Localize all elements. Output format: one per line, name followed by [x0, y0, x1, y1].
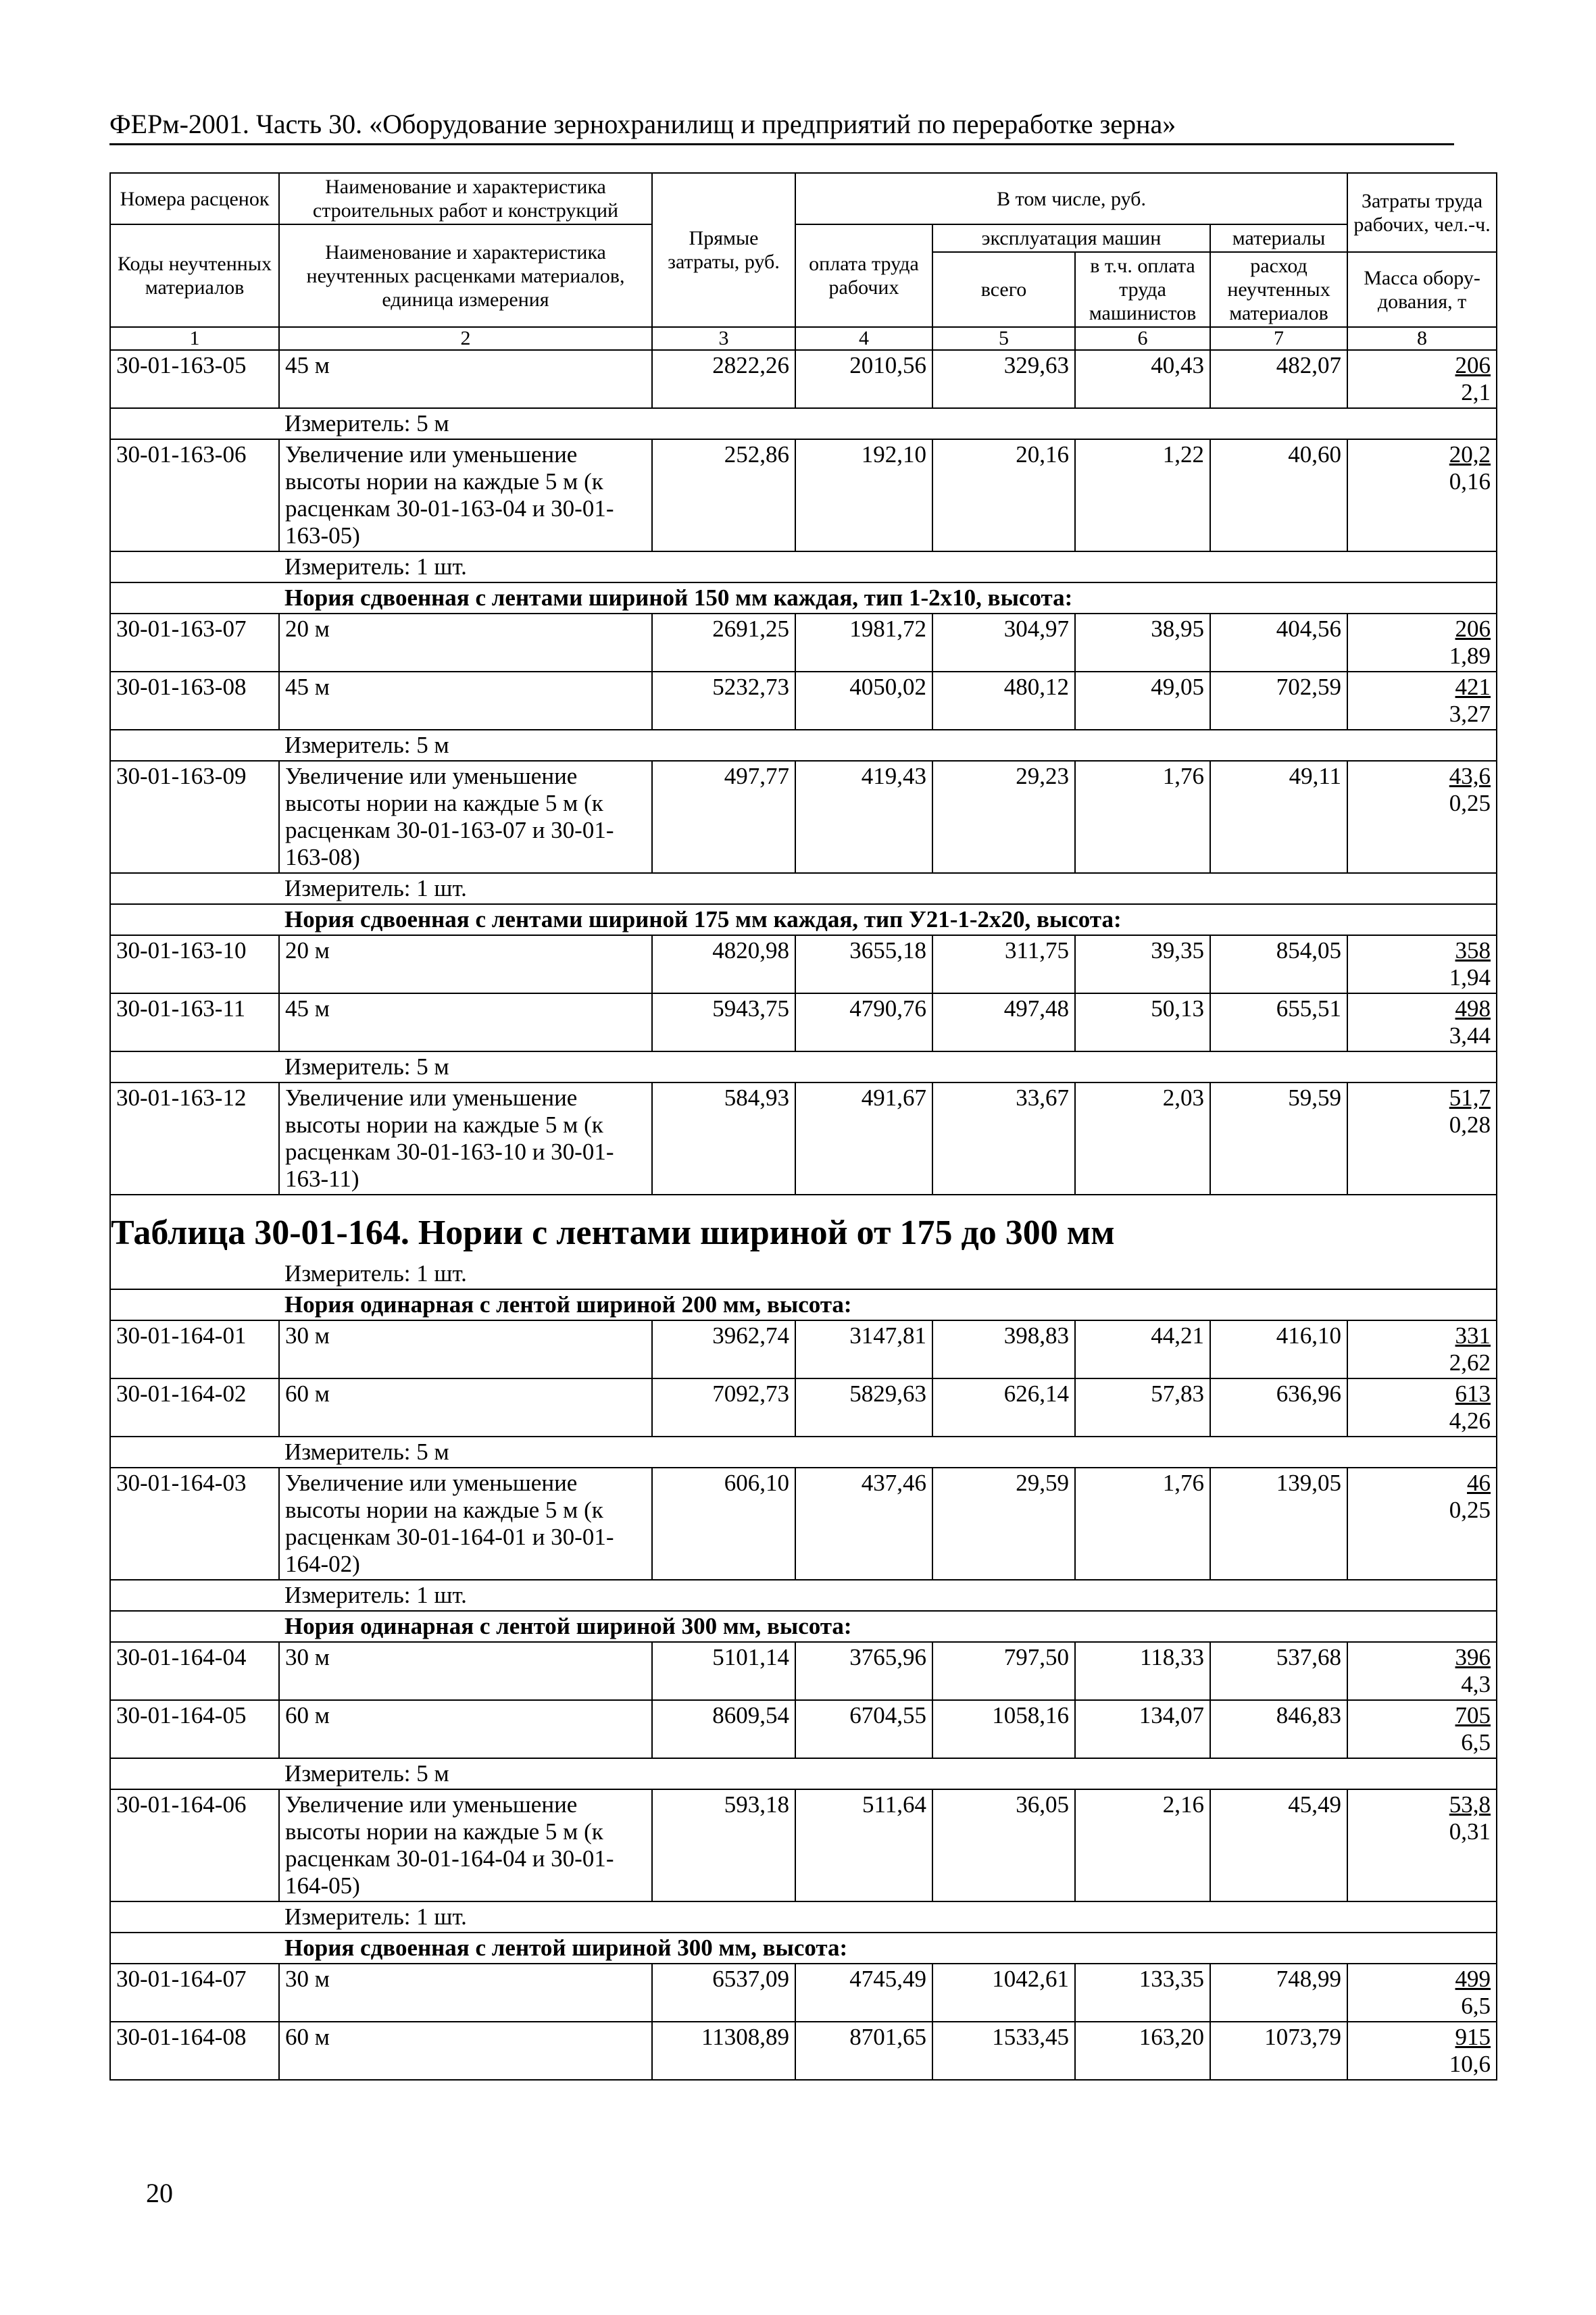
machines-total: 1058,16: [932, 1700, 1075, 1758]
labor-pay: 3147,81: [795, 1320, 932, 1378]
machinist-pay: 38,95: [1075, 614, 1210, 672]
table-row: [110, 672, 1497, 730]
rate-code: 30-01-163-11: [110, 993, 279, 1051]
equipment-mass: 3,27: [1449, 701, 1491, 727]
machinist-pay: 1,76: [1075, 1468, 1210, 1580]
col1-top-header: Номера расценок: [110, 173, 279, 224]
machines-total: 329,63: [932, 350, 1075, 408]
rate-code: 30-01-163-05: [110, 350, 279, 408]
equipment-mass: 4,3: [1461, 1671, 1491, 1697]
equipment-mass: 10,6: [1449, 2051, 1491, 2077]
group-row: [110, 904, 1497, 935]
labor-pay: 4790,76: [795, 993, 932, 1051]
machinist-pay: 44,21: [1075, 1320, 1210, 1378]
machinist-pay: 2,03: [1075, 1082, 1210, 1195]
group-row: [110, 582, 1497, 614]
labor-and-mass: [1347, 1964, 1497, 2022]
labor-pay: 437,46: [795, 1468, 932, 1580]
materials: 702,59: [1210, 672, 1347, 730]
col-number: 2: [279, 327, 652, 350]
page-header: ФЕРм-2001. Часть 30. «Оборудование зернохранилищ и предприятий по переработке зерна»: [109, 109, 1454, 145]
labor-and-mass: [1347, 1468, 1497, 1580]
labor-hours: 206: [1455, 352, 1491, 378]
measure-row: [110, 1901, 1497, 1933]
table-row: [110, 1468, 1497, 1580]
equipment-mass: 0,16: [1449, 468, 1491, 495]
measure-row: [110, 551, 1497, 582]
labor-pay: 5829,63: [795, 1378, 932, 1437]
machines-total: 1533,45: [932, 2022, 1075, 2080]
col8-bottom-header: Масса обору-дования, т: [1347, 252, 1497, 327]
rate-code: 30-01-163-09: [110, 761, 279, 873]
group-title: Нория сдвоенная с лентами шириной 175 мм каждая, тип У21-1-2х20, высота:: [279, 904, 1497, 935]
rate-code: 30-01-163-06: [110, 439, 279, 551]
materials: 655,51: [1210, 993, 1347, 1051]
equipment-mass: 1,89: [1449, 643, 1491, 669]
rate-code: 30-01-163-12: [110, 1082, 279, 1195]
materials: 40,60: [1210, 439, 1347, 551]
machines-total: 33,67: [932, 1082, 1075, 1195]
rate-name: Увеличение или уменьшение высоты нории на каждые 5 м (к расценкам 30-01-164-01 и 30-01-164-02): [279, 1468, 652, 1580]
labor-hours: 331: [1455, 1322, 1491, 1349]
labor-hours: 20,2: [1449, 441, 1491, 468]
table-row: [110, 439, 1497, 551]
group-title: Нория сдвоенная с лентами шириной 150 мм каждая, тип 1-2х10, высота:: [279, 582, 1497, 614]
group-row: [110, 1933, 1497, 1964]
labor-and-mass: [1347, 2022, 1497, 2080]
machinist-pay: 163,20: [1075, 2022, 1210, 2080]
machinist-pay: 40,43: [1075, 350, 1210, 408]
measure-label: Измеритель: 1 шт.: [279, 1580, 1347, 1611]
rate-code: 30-01-164-07: [110, 1964, 279, 2022]
materials: 416,10: [1210, 1320, 1347, 1378]
measure-label: Измеритель: 5 м: [279, 1437, 1347, 1468]
table-row: [110, 350, 1497, 408]
measure-label: Измеритель: 5 м: [279, 1758, 1347, 1789]
labor-hours: 358: [1455, 937, 1491, 964]
col-number: 6: [1075, 327, 1210, 350]
group-title: Нория сдвоенная с лентой шириной 300 мм, высота:: [279, 1933, 1497, 1964]
direct-cost: 4820,98: [652, 935, 795, 993]
measure-row: [110, 873, 1497, 904]
labor-hours: 421: [1455, 674, 1491, 700]
machines-total: 626,14: [932, 1378, 1075, 1437]
equipment-mass: 0,31: [1449, 1818, 1491, 1845]
col3-header: Прямые затраты, руб.: [652, 173, 795, 327]
page-number: 20: [146, 2178, 173, 2208]
direct-cost: 5101,14: [652, 1642, 795, 1700]
machines-total: 29,59: [932, 1468, 1075, 1580]
measure-row: [110, 730, 1497, 761]
materials: 482,07: [1210, 350, 1347, 408]
table-row: [110, 761, 1497, 873]
col-number: 1: [110, 327, 279, 350]
rate-name: 20 м: [279, 614, 652, 672]
direct-cost: 6537,09: [652, 1964, 795, 2022]
machinist-pay: 118,33: [1075, 1642, 1210, 1700]
machinist-pay: 1,22: [1075, 439, 1210, 551]
rate-code: 30-01-164-03: [110, 1468, 279, 1580]
labor-hours: 499: [1455, 1966, 1491, 1992]
materials: 49,11: [1210, 761, 1347, 873]
table-row: [110, 1700, 1497, 1758]
materials: 404,56: [1210, 614, 1347, 672]
labor-pay: 511,64: [795, 1789, 932, 1901]
labor-pay: 8701,65: [795, 2022, 932, 2080]
table-row: [110, 1082, 1497, 1195]
incl-header: В том числе, руб.: [795, 173, 1347, 224]
labor-hours: 46: [1467, 1470, 1491, 1496]
rate-name: 60 м: [279, 1378, 652, 1437]
direct-cost: 584,93: [652, 1082, 795, 1195]
labor-hours: 43,6: [1449, 763, 1491, 789]
direct-cost: 497,77: [652, 761, 795, 873]
labor-pay: 3765,96: [795, 1642, 932, 1700]
machines-total: 1042,61: [932, 1964, 1075, 2022]
col-number: 3: [652, 327, 795, 350]
table-header: [110, 173, 1497, 350]
machines-total: 480,12: [932, 672, 1075, 730]
machines-total: 497,48: [932, 993, 1075, 1051]
machinist-pay: 49,05: [1075, 672, 1210, 730]
labor-and-mass: [1347, 1378, 1497, 1437]
table-row: [110, 993, 1497, 1051]
col7-header: расход неучтенных материалов: [1210, 252, 1347, 327]
materials: 748,99: [1210, 1964, 1347, 2022]
labor-hours: 51,7: [1449, 1085, 1491, 1111]
labor-and-mass: [1347, 672, 1497, 730]
table-title-row: [110, 1195, 1497, 1259]
machines-total: 36,05: [932, 1789, 1075, 1901]
materials: 537,68: [1210, 1642, 1347, 1700]
rate-name: Увеличение или уменьшение высоты нории на каждые 5 м (к расценкам 30-01-163-04 и 30-01-163-05): [279, 439, 652, 551]
table-row: [110, 1964, 1497, 2022]
materials: 846,83: [1210, 1700, 1347, 1758]
machinist-pay: 134,07: [1075, 1700, 1210, 1758]
table-row: [110, 1789, 1497, 1901]
labor-hours: 915: [1455, 2024, 1491, 2050]
labor-and-mass: [1347, 935, 1497, 993]
labor-pay: 4050,02: [795, 672, 932, 730]
labor-and-mass: [1347, 1320, 1497, 1378]
col1-bottom-header: Коды неучтенных материалов: [110, 224, 279, 327]
machines-total: 797,50: [932, 1642, 1075, 1700]
rate-name: 45 м: [279, 672, 652, 730]
labor-hours: 53,8: [1449, 1791, 1491, 1818]
labor-hours: 613: [1455, 1380, 1491, 1407]
equipment-mass: 6,5: [1461, 1729, 1491, 1756]
direct-cost: 5232,73: [652, 672, 795, 730]
materials: 636,96: [1210, 1378, 1347, 1437]
materials: 1073,79: [1210, 2022, 1347, 2080]
direct-cost: 2691,25: [652, 614, 795, 672]
group-row: [110, 1289, 1497, 1320]
labor-pay: 491,67: [795, 1082, 932, 1195]
table-row: [110, 2022, 1497, 2080]
direct-cost: 5943,75: [652, 993, 795, 1051]
machines-total: 20,16: [932, 439, 1075, 551]
col6-header: в т.ч. оплата труда машинистов: [1075, 252, 1210, 327]
table-row: [110, 1642, 1497, 1700]
direct-cost: 2822,26: [652, 350, 795, 408]
machines-total: 304,97: [932, 614, 1075, 672]
equipment-mass: 0,25: [1449, 790, 1491, 816]
materials-header: материалы: [1210, 224, 1347, 252]
equipment-mass: 0,25: [1449, 1497, 1491, 1523]
labor-hours: 705: [1455, 1702, 1491, 1728]
col-number: 4: [795, 327, 932, 350]
equipment-mass: 4,26: [1449, 1408, 1491, 1434]
labor-hours: 396: [1455, 1644, 1491, 1670]
rate-name: 60 м: [279, 2022, 652, 2080]
labor-and-mass: [1347, 1642, 1497, 1700]
rate-code: 30-01-164-02: [110, 1378, 279, 1437]
col-number: 5: [932, 327, 1075, 350]
equipment-mass: 2,1: [1461, 379, 1491, 405]
equipment-mass: 2,62: [1449, 1349, 1491, 1376]
materials: 139,05: [1210, 1468, 1347, 1580]
rates-table: [109, 172, 1497, 2081]
labor-pay: 419,43: [795, 761, 932, 873]
labor-pay: 6704,55: [795, 1700, 932, 1758]
equipment-mass: 1,94: [1449, 964, 1491, 991]
materials: 45,49: [1210, 1789, 1347, 1901]
direct-cost: 3962,74: [652, 1320, 795, 1378]
labor-pay: 2010,56: [795, 350, 932, 408]
col5-header: всего: [932, 252, 1075, 327]
col8-top-header: Затраты труда рабочих, чел.-ч.: [1347, 173, 1497, 252]
measure-row: [110, 1580, 1497, 1611]
measure-label: Измеритель: 5 м: [279, 1051, 1347, 1082]
machinist-pay: 1,76: [1075, 761, 1210, 873]
machinist-pay: 57,83: [1075, 1378, 1210, 1437]
labor-and-mass: [1347, 1082, 1497, 1195]
table-row: [110, 1320, 1497, 1378]
rate-code: 30-01-163-07: [110, 614, 279, 672]
measure-label: Измеритель: 5 м: [279, 730, 1347, 761]
table-body: [110, 350, 1497, 2080]
rate-name: Увеличение или уменьшение высоты нории на каждые 5 м (к расценкам 30-01-163-07 и 30-01-163-08): [279, 761, 652, 873]
machinist-pay: 50,13: [1075, 993, 1210, 1051]
labor-and-mass: [1347, 1700, 1497, 1758]
labor-and-mass: [1347, 993, 1497, 1051]
table-row: [110, 935, 1497, 993]
group-title: Нория одинарная с лентой шириной 200 мм, высота:: [279, 1289, 1497, 1320]
materials: 854,05: [1210, 935, 1347, 993]
rate-code: 30-01-164-05: [110, 1700, 279, 1758]
rate-name: Увеличение или уменьшение высоты нории на каждые 5 м (к расценкам 30-01-164-04 и 30-01-164-05): [279, 1789, 652, 1901]
labor-and-mass: [1347, 350, 1497, 408]
measure-label: Измеритель: 1 шт.: [279, 1901, 1347, 1933]
machines-total: 311,75: [932, 935, 1075, 993]
rate-code: 30-01-164-06: [110, 1789, 279, 1901]
measure-row: [110, 408, 1497, 439]
direct-cost: 11308,89: [652, 2022, 795, 2080]
labor-and-mass: [1347, 614, 1497, 672]
measure-row: [110, 1051, 1497, 1082]
direct-cost: 252,86: [652, 439, 795, 551]
table-title: Таблица 30-01-164. Нории с лентами шириной от 175 до 300 мм: [110, 1195, 1497, 1259]
measure-label: Измеритель: 5 м: [279, 408, 1347, 439]
rate-name: 45 м: [279, 993, 652, 1051]
rate-name: 60 м: [279, 1700, 652, 1758]
rate-name: 45 м: [279, 350, 652, 408]
col2-top-header: Наименование и характеристика строительных работ и конструкций: [279, 173, 652, 224]
labor-and-mass: [1347, 761, 1497, 873]
equipment-mass: 0,28: [1449, 1112, 1491, 1138]
group-row: [110, 1611, 1497, 1642]
table-row: [110, 1378, 1497, 1437]
measure-row: [110, 1758, 1497, 1789]
group-title: Нория одинарная с лентой шириной 300 мм, высота:: [279, 1611, 1497, 1642]
direct-cost: 606,10: [652, 1468, 795, 1580]
rate-code: 30-01-164-04: [110, 1642, 279, 1700]
machinist-pay: 133,35: [1075, 1964, 1210, 2022]
col-number: 7: [1210, 327, 1347, 350]
rate-name: Увеличение или уменьшение высоты нории на каждые 5 м (к расценкам 30-01-163-10 и 30-01-163-11): [279, 1082, 652, 1195]
col-number: 8: [1347, 327, 1497, 350]
labor-hours: 498: [1455, 995, 1491, 1022]
labor-and-mass: [1347, 439, 1497, 551]
labor-pay: 1981,72: [795, 614, 932, 672]
labor-pay: 192,10: [795, 439, 932, 551]
rate-code: 30-01-164-01: [110, 1320, 279, 1378]
rate-code: 30-01-163-10: [110, 935, 279, 993]
equipment-mass: 6,5: [1461, 1993, 1491, 2019]
rate-code: 30-01-163-08: [110, 672, 279, 730]
measure-label: Измеритель: 1 шт.: [279, 551, 1347, 582]
rate-name: 30 м: [279, 1642, 652, 1700]
machines-total: 29,23: [932, 761, 1075, 873]
machines-total: 398,83: [932, 1320, 1075, 1378]
measure-label: Измеритель: 1 шт.: [279, 873, 1347, 904]
labor-hours: 206: [1455, 616, 1491, 642]
col2-bottom-header: Наименование и характеристика неучтенных расценками материалов, единица измерения: [279, 224, 652, 327]
machinist-pay: 39,35: [1075, 935, 1210, 993]
labor-pay: 3655,18: [795, 935, 932, 993]
direct-cost: 593,18: [652, 1789, 795, 1901]
equipment-mass: 3,44: [1449, 1022, 1491, 1049]
direct-cost: 7092,73: [652, 1378, 795, 1437]
measure-row: [110, 1259, 1497, 1289]
col4-header: оплата труда рабочих: [795, 224, 932, 327]
materials: 59,59: [1210, 1082, 1347, 1195]
direct-cost: 8609,54: [652, 1700, 795, 1758]
rate-name: 20 м: [279, 935, 652, 993]
machines-header: эксплуатация машин: [932, 224, 1210, 252]
table-row: [110, 614, 1497, 672]
labor-and-mass: [1347, 1789, 1497, 1901]
labor-pay: 4745,49: [795, 1964, 932, 2022]
rate-name: 30 м: [279, 1320, 652, 1378]
rate-code: 30-01-164-08: [110, 2022, 279, 2080]
rate-name: 30 м: [279, 1964, 652, 2022]
machinist-pay: 2,16: [1075, 1789, 1210, 1901]
measure-row: [110, 1437, 1497, 1468]
measure-label: Измеритель: 1 шт.: [284, 1260, 467, 1287]
